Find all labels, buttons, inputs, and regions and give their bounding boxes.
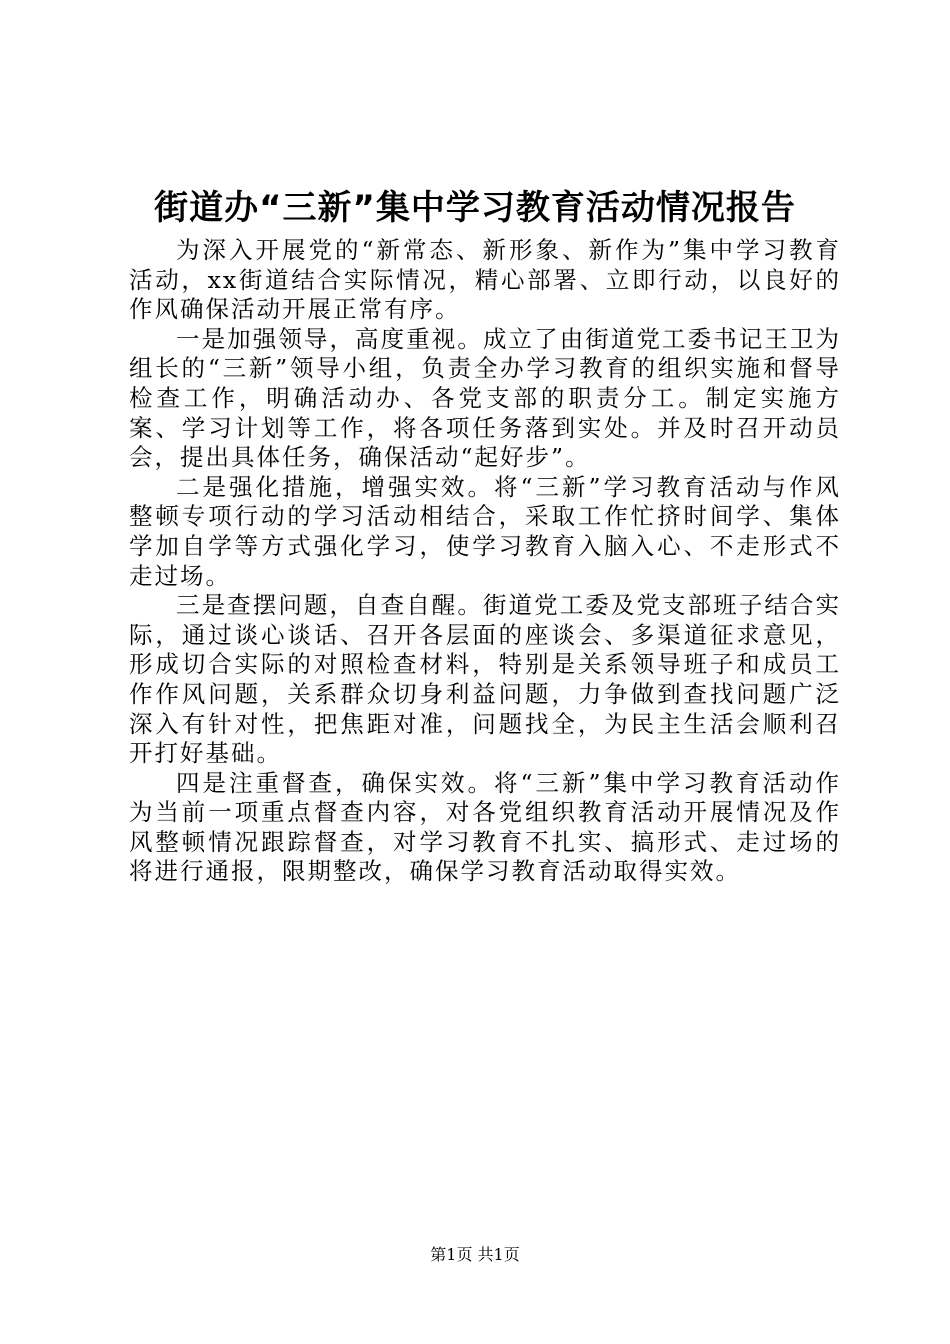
document-body [129,236,841,887]
paragraph-intro: 为深入开展党的“新常态、新形象、新作为”集中学习教育活动，xx街道结合实际情况，精心部署、立即行动，以良好的作风确保活动开展正常有序。 [129,236,841,324]
page-number-footer: 第1页 共1页 [430,1245,520,1264]
paragraph-measures: 二是强化措施，增强实效。将“三新”学习教育活动与作风整顿专项行动的学习活动相结合，采取工作忙挤时间学、集体学加自学等方式强化学习，使学习教育入脑入心、不走形式不走过场。 [129,472,841,590]
paragraph-leadership: 一是加强领导，高度重视。成立了由街道党工委书记王卫为组长的“三新”领导小组，负责全办学习教育的组织实施和督导检查工作，明确活动办、各党支部的职责分工。制定实施方案、学习计划等工作，将各项任务落到实处。并及时召开动员会，提出具体任务，确保活动“起好步”。 [129,324,841,472]
paragraph-supervision: 四是注重督查，确保实效。将“三新”集中学习教育活动作为当前一项重点督查内容，对各党组织教育活动开展情况及作风整顿情况跟踪督查，对学习教育不扎实、搞形式、走过场的将进行通报，限期整改，确保学习教育活动取得实效。 [129,768,841,886]
document-title: 街道办“三新”集中学习教育活动情况报告 [154,188,796,228]
paragraph-problems: 三是查摆问题，自查自醒。街道党工委及党支部班子结合实际，通过谈心谈话、召开各层面的座谈会、多渠道征求意见，形成切合实际的对照检查材料，特别是关系领导班子和成员工作作风问题，关系群众切身利益问题，力争做到查找问题广泛深入有针对性，把焦距对准，问题找全，为民主生活会顺利召开打好基础。 [129,591,841,768]
